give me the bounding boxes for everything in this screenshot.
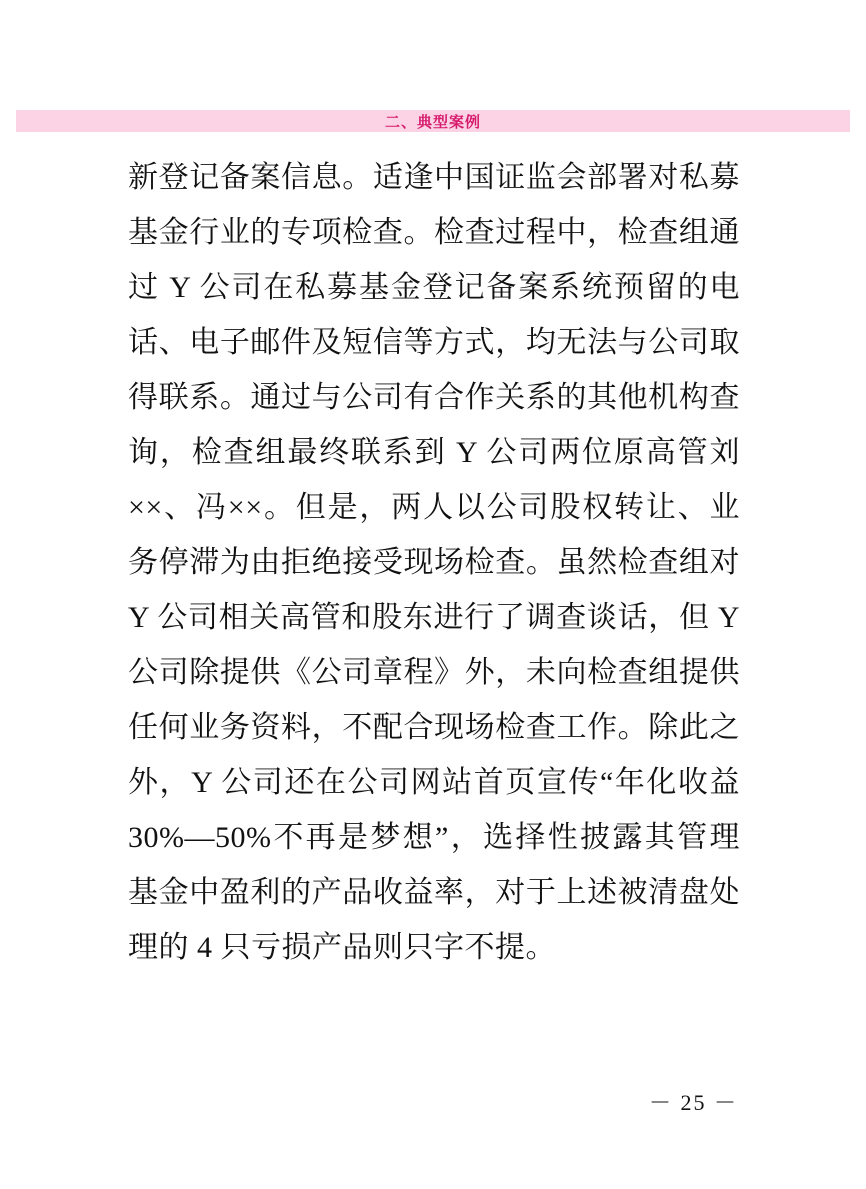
- page-number: － 25 －: [648, 1090, 738, 1115]
- section-title: 二、典型案例: [384, 113, 481, 131]
- body-text-area: [128, 150, 740, 975]
- running-header: [16, 108, 850, 134]
- body-paragraph: 新登记备案信息。适逢中国证监会部署对私募基金行业的专项检查。检查过程中，检查组通过 Y 公司在私募基金登记备案系统预留的电话、电子邮件及短信等方式，均无法与公司取得联系。通过与公司有合作关系的其他机构查询，检查组最终联系到 Y 公司两位原高管刘××、冯××。但是，两人以公司股权转让、业务停滞为由拒绝接受现场检查。虽然检查组对 Y 公司相关高管和股东进行了调查谈话，但 Y 公司除提供《公司章程》外，未向检查组提供任何业务资料，不配合现场检查工作。除此之外，Y 公司还在公司网站首页宣传“年化收益 30%—50%不再是梦想”，选择性披露其管理基金中盈利的产品收益率，对于上述被清盘处理的 4 只亏损产品则只字不提。: [128, 161, 740, 964]
- header-rule-right: [542, 110, 850, 132]
- header-title-box: [324, 110, 542, 132]
- header-rule-left: [16, 110, 324, 132]
